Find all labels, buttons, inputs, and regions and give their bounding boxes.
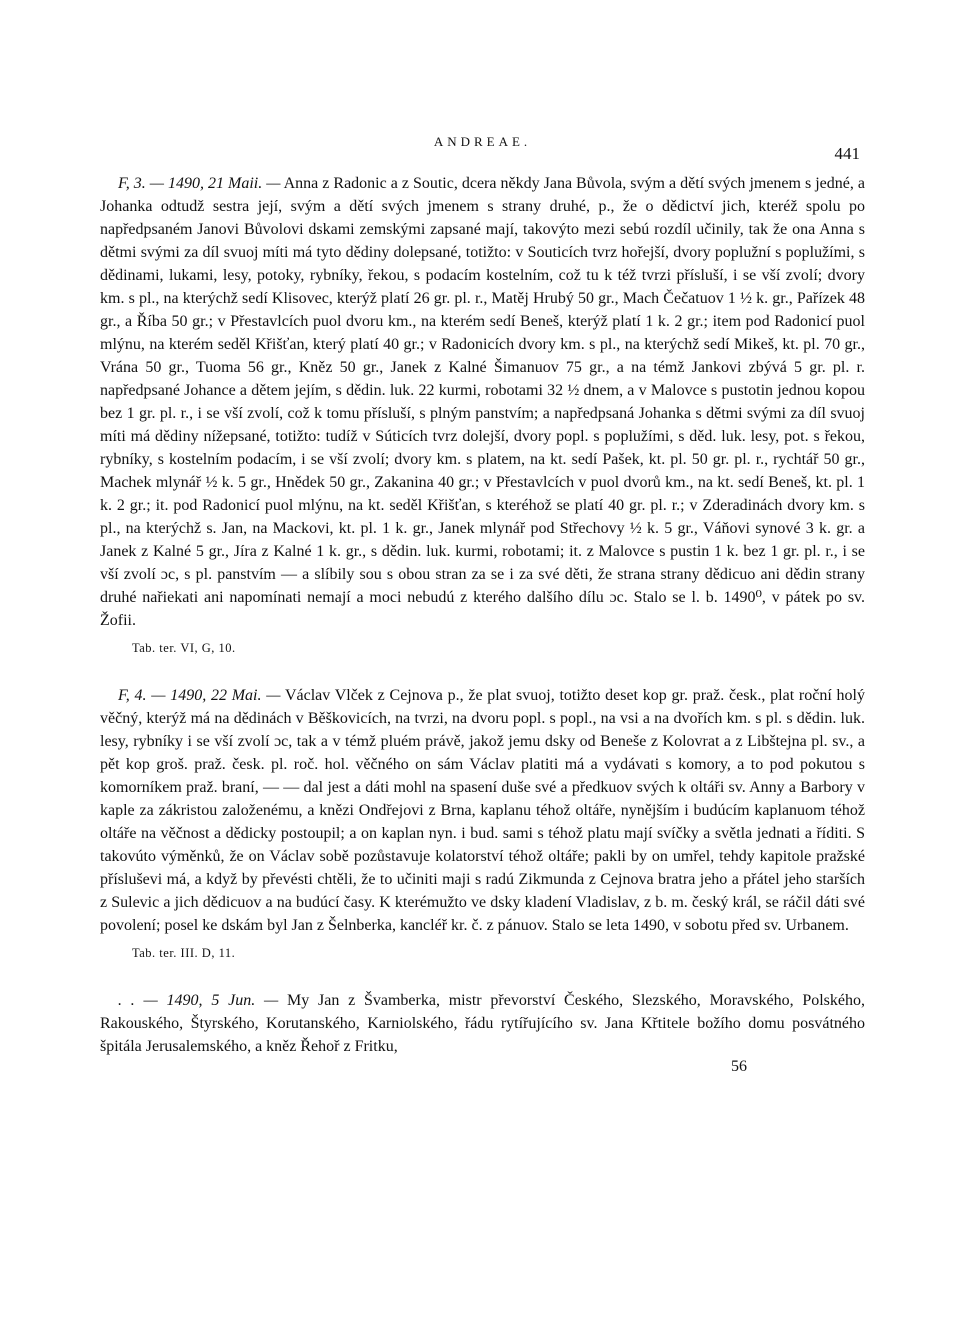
entry-1-text: Anna z Radonic a z Soutic, dcera někdy Jana Bůvola, svým a dětí svých jmenem s jedné, a Johanka odtudž sestra její, svým a dětí svých jmenem s strany druhé, p., že o dědictví jich, kteréž spolu po napředpsaném Janovi Bůvolovi dskami zemskými zapsané mají, takovýto mezi sebú rozdíl učinily, tak že ona Anna s dětmi svými za díl svuoj míti má tyto dědiny dolepsané, totižto: v Souticích tvrz hořejší, dvory poplužní s poplužími, s dědinami, lukami, lesy, potoky, rybníky, řekou, s podacím kostelním, což tu k též tvrzi přísluší, i se vší zvolí; dvory km. s pl., na kterýchž sedí Klisovec, kterýž platí 26 gr. pl. r., Matěj Hrubý 50 gr., Mach Čečatuov 1 ½ k. gr., Pařízek 48 gr., a Říba 50 gr.; v Přestavlcích puol dvoru km., na kterém sedí Beneš, kterýž platí 1 k. 2 gr.; item pod Radonicí puol mlýnu, na kterém seděl Křišťan, který platí 40 gr.; v Radonicích dvory km. s pl., na kterýchž sedí Mikeš, kt. pl. 70 gr., Vrána 50 gr., Tuoma 56 gr., Kněz 50 gr., Janek z Kalné Šimanuov 75 gr., a na témž Jankovi zbývá 5 gr. pl. r. napředpsané Johance a dětem jejím, s dědin. luk. 22 kurmi, robotami 32 ½ dnem, a v Malovce s pustotin jednou kopou bez 1 gr. pl. r., i se vší zvolí, což k tomu přísluší, s plným panstvím; a napředpsaná Johanka s dětmi svými za díl svuoj míti má dědiny nížepsané, totižto: tudíž v Súticích tvrz dolejší, dvory popl. s poplužími, s děd. luk. lesy, pot. s řekou, rybníky, s kostelním podacím, i se vší zvolí; dvory km. s platem, na kt. sedí Pašek, kt. pl. 50 gr. pl. r., rychtář 50 gr., Machek mlynář ½ k. 5 gr., Hnědek 50 gr., Zakanina 40 gr.; v Přestavlcích v puol dvorů km., na kt. sedí Beneš, kt. pl. 1 k. 2 gr.; it. pod Radonicí puol mlýnu, na kt. seděl Křišťan, s kteréhož se platí 40 gr. pl. r.; v Zderadinách dvory km. s pl., na kterýchž s. Jan, na Mackovi, kt. pl. 1 k. gr., Janek mlynář pod Střechovy ½ k. 5 gr., Váňovi synové 3 k. gr. a Janek z Kalné 5 gr., Jíra z Kalné 1 k. gr., s dědin. luk. kurmi, robotami; it. z Malovce s pustin 1 k. bez 1 gr. pl. r., i se vší zvolí ɔc, s pl. panstvím — a slíbily sou s obou stran za se i za své děti, že strana strany dědicuo ani dědin strany druhé nařiekati ani napomínati nemají a moci nebudú z kterého dalšího dílu ɔc. Stalo se l. b. 1490⁰, v pátek po sv. Žofii. [100, 175, 865, 629]
entry-separator [100, 961, 865, 989]
entry-2-head: F, 4. — 1490, 22 Mai. — [118, 687, 281, 704]
document-page [100, 132, 865, 1076]
running-title: ANDREAE. [433, 134, 532, 149]
entry-1-head: F, 3. — 1490, 21 Maii. — [118, 175, 281, 192]
entry-2-source: Tab. ter. III. D, 11. [132, 946, 236, 960]
entry-3-text: My Jan z Švamberka, mistr převorství Českého, Slezského, Moravského, Polského, Rakouského, Štyrského, Korutanského, Karniolského, řádu rytířujícího sv. Jana Křtitele božího domu posvátného špitála Jerusalemského, a kněz Řehoř z Fritku, [100, 992, 866, 1055]
signature-mark: 56 [731, 1058, 747, 1075]
entry-2-text: Václav Vlček z Cejnova p., že plat svuoj, totižto deset kop gr. praž. česk., plat roční holý věčný, kterýž má na dědinách v Běškovicích, na tvrzi, na dvoru popl. s popl., na vsi a na dvořích km. s pl. s dědin. luk. lesy, rybníky i se vší zvolí ɔc, tak a v témž pluém právě, jakož jemu dsky od Beneše z Kolovrat a z Libštejna pl. sv., a pět kop groš. praž. česk. pl. roč. hol. věčného on sám Václav platiti má a vydávati s komory, a to pod pokutou s komorníkem praž. braní, — — dal jest a dáti mohl na spasení duše své a předkuov svých k oltáři sv. Anny a Barbory v kaple za zákristou založenému, a knězi Ondřejovi z Brna, kaplanu téhož oltáře, nynějším i budúcím kaplanuom téhož oltáře na věčnost a dědicky postoupil; a on kaplan nyn. i bud. sami s téhož platu mají svíčky a světla jednati a říditi. S takovúto výměnků, že on Václav sobě pozůstavuje kolatorství téhož oltáře; pakli by on umřel, tehdy kapitole pražské přísluševi má, a když by převésti chtěli, že to učiniti maji s radú Zikmunda z Cejnova bratra jeho a přátel jeho starších z Sulevic a jich dědicuov a na budúcí časy. K kterémužto ve dsky kladení Vladislav, z b. m. český král, se ráčil dáti své povolení; posel ke dskám byl Jan z Šelnberka, kancléř kr. č. z pánuov. Stalo se leta 1490, v sobotu před sv. Urbanem. [100, 687, 865, 934]
entry-separator [100, 656, 865, 684]
entry-1 [100, 172, 865, 632]
entry-3 [100, 989, 865, 1058]
page-header [100, 132, 865, 172]
entry-3-head: . . — 1490, 5 Jun. — [118, 992, 279, 1009]
page-number: 441 [834, 144, 860, 163]
entry-1-source: Tab. ter. VI, G, 10. [132, 641, 236, 655]
entry-2 [100, 684, 865, 937]
